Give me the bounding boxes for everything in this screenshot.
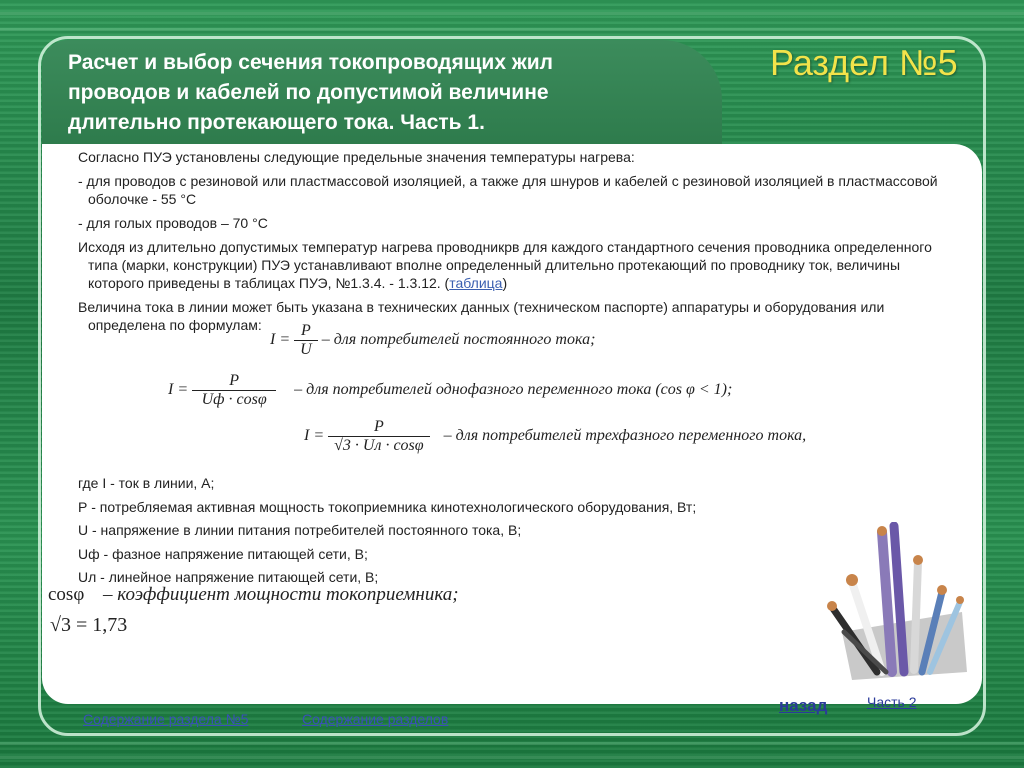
formula-lhs: I =: [304, 427, 325, 445]
definition-item: где I - ток в линии, А;: [78, 475, 215, 491]
definition-item: Uф - фазное напряжение питающей сети, В;: [78, 545, 368, 562]
paragraph-bare: - для голых проводов – 70 °С: [78, 215, 268, 231]
pue-text: Исходя из длительно допустимых температур нагрева проводникрв для каждого стандартного сечения проводника определенного типа (марки, конструкции) ПУЭ устанавливают вполне определенный длительно протекающий по проводнику ток, величины которого приведены в таблицах ПУЭ, №1.3.4. - 1.3.12. (: [78, 239, 932, 291]
cos-description: – коэффициент мощности токоприемника;: [103, 584, 459, 605]
formula-numerator: P: [192, 372, 276, 391]
bg-streak: [0, 28, 1024, 31]
pue-text-end: ): [502, 275, 508, 291]
all-sections-link[interactable]: Содержание разделов: [302, 711, 449, 727]
formula-lhs: I =: [168, 381, 189, 399]
paragraph-insulated: - для проводов с резиновой или пластмассовой изоляцией, а также для шнуров и кабелей с резиновой изоляцией в пластмассовой оболочке - 55 °С: [78, 173, 938, 207]
section-number: Раздел №5: [770, 42, 958, 83]
sqrt-value: √3 = 1,73: [50, 614, 128, 636]
definitions-list: [78, 472, 696, 590]
formula-fraction: [328, 418, 430, 455]
title-line: длительно протекающего тока. Часть 1.: [68, 111, 485, 134]
title-line: проводов и кабелей по допустимой величине: [68, 81, 549, 104]
formula-description: – для потребителей однофазного переменного тока (cos φ < 1);: [294, 381, 733, 399]
definition-item: U - напряжение в линии питания потребителей постоянного тока, В;: [78, 522, 522, 538]
formula-denominator: Uф · cosφ: [201, 391, 267, 408]
bg-streak: [0, 756, 1024, 759]
paragraph-pue: [78, 238, 958, 292]
formula-description: – для потребителей трехфазного переменного тока,: [443, 427, 807, 445]
formula-dc: [270, 322, 595, 359]
title-line: Расчет и выбор сечения токопроводящих жил: [68, 51, 553, 74]
formula-denominator: √3 · Uл · cosφ: [334, 437, 424, 454]
formula-fraction: [192, 372, 276, 409]
cos-definition: [48, 584, 459, 606]
formula-numerator: P: [294, 322, 318, 341]
formula-fraction: [294, 322, 318, 359]
bg-streak: [0, 12, 1024, 15]
slide-title: [68, 48, 708, 138]
formula-single-phase: [168, 372, 732, 409]
formula-numerator: P: [328, 418, 430, 437]
definition-item: Uл - линейное напряжение питающей сети, В;: [78, 569, 379, 585]
cable-bundle-image: [822, 522, 972, 682]
cos-symbol: cosφ: [48, 584, 85, 605]
formula-denominator: U: [300, 341, 312, 358]
paragraph-intro: Согласно ПУЭ установлены следующие предельные значения температуры нагрева:: [78, 149, 635, 165]
formula-lhs: I =: [270, 331, 291, 349]
formula-three-phase: [304, 418, 806, 455]
bg-streak: [0, 742, 1024, 745]
paragraph-current: Величина тока в линии может быть указана в технических данных (техническом паспорте) аппаратуры и оборудования или определена по формулам:: [78, 299, 885, 333]
definition-item: Р - потребляемая активная мощность токоприемника кинотехнологического оборудования, Вт;: [78, 498, 697, 515]
part-2-link[interactable]: Часть 2: [867, 694, 917, 710]
body-text: [78, 148, 958, 334]
section-contents-link[interactable]: Содержание раздела №5: [83, 711, 249, 727]
formula-description: – для потребителей постоянного тока;: [321, 331, 596, 349]
table-link[interactable]: таблица: [449, 275, 503, 291]
back-link[interactable]: назад: [779, 696, 828, 715]
